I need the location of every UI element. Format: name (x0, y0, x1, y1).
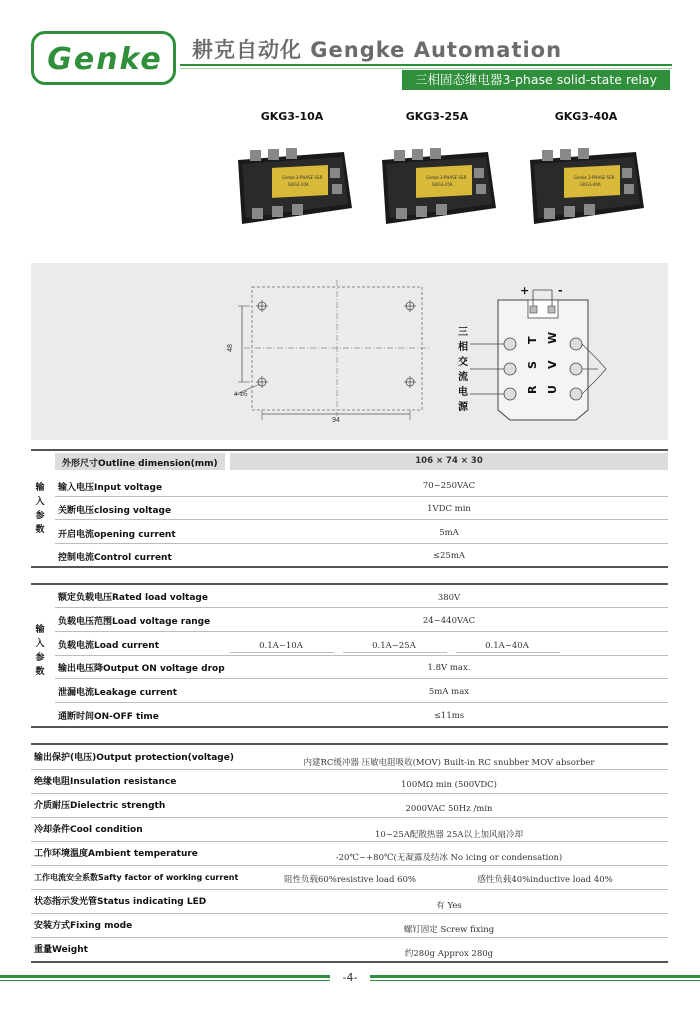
cell-underline (230, 652, 334, 653)
row-separator (31, 817, 668, 818)
relay-photo-25a (376, 146, 498, 230)
outline-value: 106 × 74 × 30 (415, 456, 483, 466)
general-row-value: 10~25A配散热器 25A以上加风扇冷却 (374, 830, 524, 840)
general-row-value: 有 Yes (436, 901, 462, 911)
input-side-label-3: 数 (35, 525, 45, 535)
row-separator (55, 655, 668, 656)
input-row-value: ≤25mA (432, 551, 466, 561)
row-separator (55, 607, 668, 608)
dim-height: 48 (227, 344, 234, 352)
output-row-value: 5mA max (428, 687, 470, 697)
general-row-label: 介质耐压Dielectric strength (34, 801, 166, 811)
row-separator (31, 865, 668, 866)
input-row-value: 70~250VAC (422, 481, 476, 491)
input-side-label-0: 输 (35, 483, 45, 493)
wiring-diagram (448, 280, 608, 430)
row-separator (55, 631, 668, 632)
general-row-label: 绝缘电阻Insulation resistance (34, 777, 177, 787)
general-row-label: 工作环境温度Ambient temperature (34, 849, 198, 859)
brand-title: 耕克自动化 Gengke Automation (192, 38, 563, 62)
safety-factor-inductive: 感性负载40%inductive load 40% (477, 875, 613, 885)
output-side-label-3: 数 (35, 667, 45, 677)
output-side-label-1: 入 (35, 639, 45, 649)
row-separator (55, 702, 668, 703)
relay-photo-40a (524, 146, 646, 230)
output-row-value: 380V (437, 593, 461, 603)
terminal-s: S (526, 361, 539, 369)
input-row-value: 5mA (439, 528, 459, 538)
safety-factor-resistive: 阻性负载60%resistive load 60% (283, 875, 417, 885)
output-row-value: 1.8V max. (427, 663, 471, 673)
row-separator (55, 543, 668, 544)
output-row-label: 通断时间ON-OFF time (58, 712, 159, 722)
wiring-label-3: 流 (458, 372, 468, 383)
input-section (31, 470, 32, 568)
header-divider-thin (180, 68, 672, 69)
relay-face-line2: GKG3-25A (432, 182, 453, 187)
section-rule (31, 743, 668, 745)
output-row-value: 24~440VAC (422, 616, 476, 626)
row-separator (31, 913, 668, 914)
relay-face-line1: Genke 3-PHASE SSR (426, 175, 467, 180)
section-rule (31, 583, 668, 585)
page-number: -4- (330, 970, 370, 986)
relay-face-line1: Genke 3-PHASE SSR (574, 175, 615, 180)
output-row-label: 额定负载电压Rated load voltage (58, 593, 208, 603)
row-separator (31, 889, 668, 890)
row-separator (31, 793, 668, 794)
wiring-label-5: 源 (458, 402, 468, 413)
wiring-label-1: 相 (458, 342, 468, 353)
minus-sign: - (558, 284, 563, 297)
section-rule (31, 566, 668, 568)
input-row-label: 关断电压closing voltage (58, 506, 172, 516)
general-row-value: 100MΩ min (500VDC) (401, 780, 497, 790)
terminal-r: R (526, 385, 539, 394)
output-row-label: 输出电压降Output ON voltage drop (58, 664, 225, 674)
input-side-label-2: 参 (35, 511, 45, 521)
cell-underline (343, 652, 447, 653)
model-label-10a: GKG3-10A (260, 110, 324, 123)
output-row-label: 负载电流Load current (58, 641, 159, 651)
relay-photo-10a (232, 146, 354, 230)
outline-label: 外形尺寸Outline dimension(mm) (62, 459, 218, 469)
general-row-value: 约280g Approx 280g (404, 949, 494, 959)
section-rule (31, 726, 668, 728)
input-row-value: 1VDC min (427, 504, 471, 514)
terminal-w: W (546, 331, 559, 344)
relay-face-line2: GKG3-40A (580, 182, 601, 187)
output-side-label-2: 参 (35, 653, 45, 663)
output-row-label: 泄漏电流Leakage current (58, 688, 178, 698)
table-top-rule (31, 449, 668, 451)
load-current-40a: 0.1A~40A (485, 641, 529, 651)
wiring-label-4: 电 (458, 387, 468, 398)
row-separator (55, 496, 668, 497)
table-bottom-rule (31, 961, 668, 963)
plus-sign: + (520, 284, 530, 297)
general-row-label: 重量Weight (34, 945, 88, 955)
general-row-value: -20℃~+80℃(无凝露及结冰 No icing or condensation) (335, 853, 563, 863)
model-label-40a: GKG3-40A (554, 110, 618, 123)
general-row-value: 内建RC缓冲器 压敏电阻吸收(MOV) Built-in RC snubber MOV absorber (303, 758, 595, 768)
general-row-label: 状态指示发光管Status indicating LED (34, 897, 207, 907)
row-separator (31, 937, 668, 938)
general-row-label: 安装方式Fixing mode (34, 921, 133, 931)
general-row-value: 2000VAC 50Hz /min (405, 804, 493, 814)
logo-text: Genke (47, 42, 163, 77)
terminal-u: U (546, 385, 559, 394)
general-row-label: 输出保护(电压)Output protection(voltage) (34, 753, 234, 763)
terminal-v: V (546, 360, 559, 369)
row-separator (31, 769, 668, 770)
product-subtitle: 三相固态继电器3-phase solid-state relay (402, 70, 670, 90)
load-current-10a: 0.1A~10A (259, 641, 303, 651)
load-current-25a: 0.1A~25A (372, 641, 416, 651)
model-label-25a: GKG3-25A (405, 110, 469, 123)
output-row-label: 负载电压范围Load voltage range (58, 617, 211, 627)
terminal-t: T (526, 336, 539, 344)
general-row-value: 螺钉固定 Screw fixing (403, 925, 495, 935)
relay-face-line2: GKG3-10A (288, 182, 309, 187)
dim-hole: 4-Φ5 (234, 392, 248, 398)
wiring-label-2: 交 (458, 357, 468, 368)
input-row-label: 控制电流Control current (58, 553, 172, 563)
row-separator (55, 678, 668, 679)
dim-width: 94 (332, 417, 340, 424)
output-side-label-0: 输 (35, 625, 45, 635)
relay-face-line1: Genke 3-PHASE SSR (282, 175, 323, 180)
general-row-label: 冷却条件Cool condition (34, 825, 143, 835)
input-row-label: 开启电流opening current (58, 530, 176, 540)
row-separator (55, 519, 668, 520)
row-separator (31, 841, 668, 842)
header-divider (180, 64, 672, 66)
wiring-label-0: 三 (458, 327, 468, 338)
input-row-label: 输入电压Input voltage (58, 483, 163, 493)
outline-dimension-drawing (220, 270, 440, 430)
cell-underline (456, 652, 560, 653)
general-row-label: 工作电流安全系数Safty factor of working current (34, 873, 239, 882)
output-row-value: ≤11ms (433, 711, 465, 721)
input-side-label-1: 入 (35, 497, 45, 507)
logo (31, 31, 176, 85)
